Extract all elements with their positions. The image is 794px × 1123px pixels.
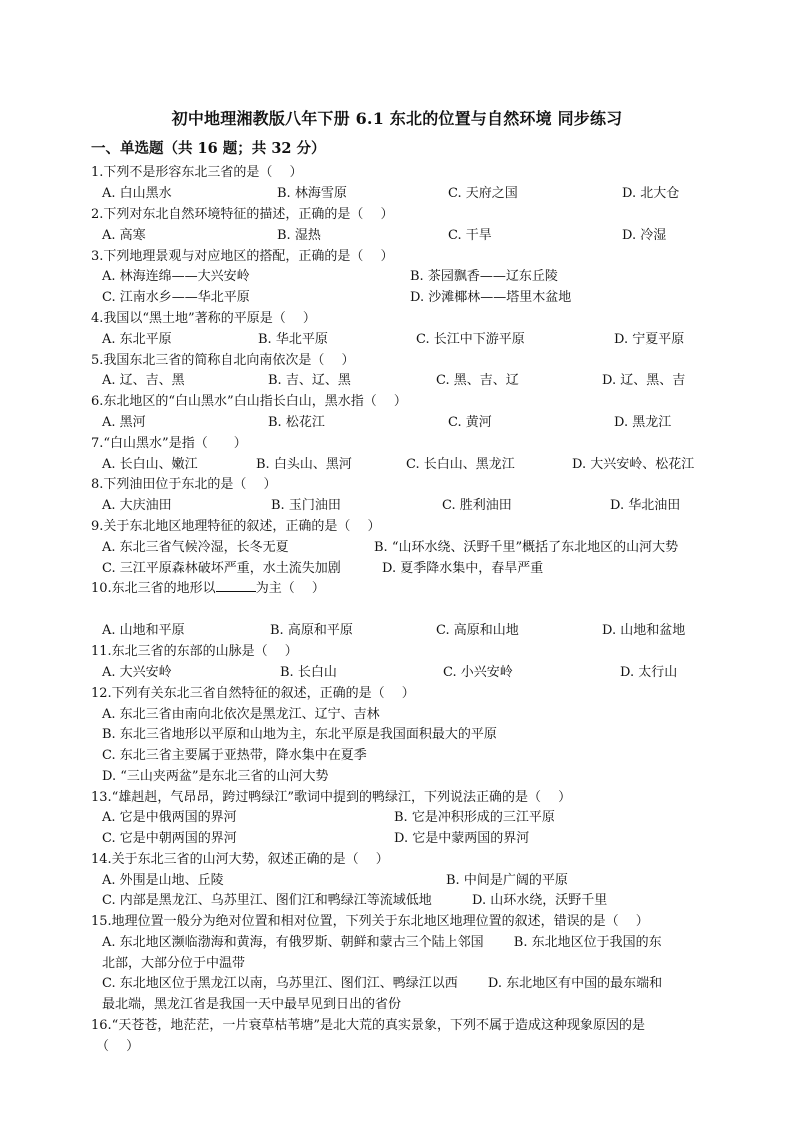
option-c: C. 长白山、黑龙江	[406, 457, 515, 472]
option-d: D. 北大仓	[622, 186, 680, 201]
section-heading: 一、单选题（共 16 题；共 32 分）	[91, 140, 326, 157]
question-stem: 2.下列对东北自然环境特征的描述，正确的是（ ）	[91, 207, 394, 222]
option-a: A. 山地和平原	[102, 623, 185, 638]
option-d: D. 山地和盆地	[602, 623, 686, 638]
option-d: D. 冷湿	[622, 228, 667, 243]
question-stem: 15.地理位置一般分为绝对位置和相对位置，下列关于东北地区地理位置的叙述，错误的是（ ）	[91, 914, 649, 929]
option-a: A. 高寒	[102, 228, 146, 243]
option-c: C. 它是中朝两国的界河	[102, 831, 237, 846]
option-b: B. 它是冲积形成的三江平原	[394, 810, 555, 825]
option-b: B. 茶园飘香——辽东丘陵	[410, 269, 558, 284]
option-b: B. 东北三省地形以平原和山地为主，东北平原是我国面积最大的平原	[102, 727, 497, 742]
option-b: B. 松花江	[268, 415, 325, 430]
option-a: A. 外围是山地、丘陵	[102, 873, 224, 888]
option-b: B. 白头山、黑河	[256, 457, 352, 472]
option-d: D. 大兴安岭、松花江	[572, 457, 695, 472]
option-a: A. 东北三省气候冷湿，长冬无夏	[102, 540, 289, 555]
question-stem-continued: （ ）	[96, 1039, 140, 1054]
question-stem: 9.关于东北地区地理特征的叙述，正确的是（ ）	[91, 519, 381, 534]
option-c: C. 三江平原森林破坏严重，水土流失加剧	[102, 561, 341, 576]
question-stem: 6.东北地区的“白山黑水”白山指长白山，黑水指（ ）	[91, 394, 407, 409]
option-a: A. 东北三省由南向北依次是黑龙江、辽宁、吉林	[102, 707, 380, 722]
option-a: A. 大庆油田	[102, 498, 172, 513]
option-c: C. 黄河	[448, 415, 492, 430]
option-a: A. 东北平原	[102, 332, 172, 347]
option-b: B. 中间是广阔的平原	[446, 873, 568, 888]
option-d: D. 夏季降水集中，春旱严重	[382, 561, 544, 576]
option-c: C. 内部是黑龙江、乌苏里江、图们江和鸭绿江等流域低地	[102, 893, 432, 908]
question-stem: 14.关于东北三省的山河大势，叙述正确的是（ ）	[91, 852, 389, 867]
option-b: B. 华北平原	[258, 332, 328, 347]
option-a: A. 林海连绵——大兴安岭	[102, 269, 250, 284]
question-stem: 12.下列有关东北三省自然特征的叙述，正确的是（ ）	[91, 686, 415, 701]
option-a: A. 长白山、嫩江	[102, 457, 198, 472]
question-stem: 5.我国东北三省的简称自北向南依次是（ ）	[91, 353, 355, 368]
option-d: D. 沙滩椰林——塔里木盆地	[410, 290, 572, 305]
option-c: C. 黑、吉、辽	[436, 373, 519, 388]
option-b: B. “山环水绕、沃野千里”概括了东北地区的山河大势	[374, 540, 679, 555]
option-c: C. 高原和山地	[436, 623, 519, 638]
option-line: 最北端，黑龙江省是我国一天中最早见到日出的省份	[102, 997, 402, 1012]
option-line: A. 东北地区濒临渤海和黄海，有俄罗斯、朝鲜和蒙古三个陆上邻国 B. 东北地区位于我国的东	[102, 935, 662, 950]
option-d: D. 山环水绕，沃野千里	[472, 893, 608, 908]
question-stem-text: 10.东北三省的地形以	[91, 581, 216, 596]
option-c: C. 东北三省主要属于亚热带，降水集中在夏季	[102, 748, 367, 763]
option-c: C. 长江中下游平原	[416, 332, 525, 347]
question-stem: 13.“雄赳赳，气昂昂，跨过鸭绿江”歌词中提到的鸭绿江，下列说法正确的是（ ）	[91, 790, 572, 805]
document-title: 初中地理湘教版八年下册 6.1 东北的位置与自然环境 同步练习	[171, 109, 623, 128]
option-d: D. 太行山	[620, 665, 678, 680]
question-stem: 11.东北三省的东部的山脉是（ ）	[91, 644, 298, 659]
option-c: C. 江南水乡——华北平原	[102, 290, 250, 305]
option-b: B. 湿热	[277, 228, 321, 243]
option-a: A. 它是中俄两国的界河	[102, 810, 237, 825]
question-stem: 1.下列不是形容东北三省的是（ ）	[91, 165, 303, 180]
question-stem: 7.“白山黑水”是指（ ）	[91, 436, 247, 451]
option-a: A. 白山黑水	[102, 186, 172, 201]
option-d: D. 辽、黑、吉	[602, 373, 686, 388]
option-d: D. 宁夏平原	[614, 332, 685, 347]
option-c: C. 小兴安岭	[443, 665, 513, 680]
option-line: 北部，大部分位于中温带	[102, 956, 246, 971]
option-b: B. 吉、辽、黑	[268, 373, 351, 388]
option-d: D. 黑龙江	[614, 415, 672, 430]
question-stem-text: 为主（ ）	[255, 581, 325, 596]
option-a: A. 黑河	[102, 415, 146, 430]
question-stem: 3.下列地理景观与对应地区的搭配，正确的是（ ）	[91, 249, 394, 264]
option-d: D. 华北油田	[610, 498, 681, 513]
option-d: D. 它是中蒙两国的界河	[394, 831, 530, 846]
question-stem: 8.下列油田位于东北的是（ ）	[91, 477, 277, 492]
option-b: B. 高原和平原	[270, 623, 353, 638]
option-line: C. 东北地区位于黑龙江以南，乌苏里江、图们江、鸭绿江以西 D. 东北地区有中国的最东端和	[102, 976, 663, 991]
option-b: B. 林海雪原	[277, 186, 347, 201]
option-c: C. 干旱	[448, 228, 492, 243]
question-stem	[91, 577, 325, 596]
option-b: B. 玉门油田	[271, 498, 341, 513]
option-d: D. “三山夹两盆”是东北三省的山河大势	[102, 769, 329, 784]
fill-blank[interactable]	[216, 579, 256, 592]
option-a: A. 辽、吉、黑	[102, 373, 185, 388]
option-a: A. 大兴安岭	[102, 665, 172, 680]
question-stem: 16.“天苍苍，地茫茫，一片衰草枯苇塘”是北大荒的真实景象，下列不属于造成这种现象原因的是	[91, 1018, 645, 1033]
option-c: C. 胜利油田	[442, 498, 512, 513]
question-stem: 4.我国以“黑土地”著称的平原是（ ）	[91, 311, 316, 326]
option-b: B. 长白山	[280, 665, 337, 680]
option-c: C. 天府之国	[448, 186, 518, 201]
